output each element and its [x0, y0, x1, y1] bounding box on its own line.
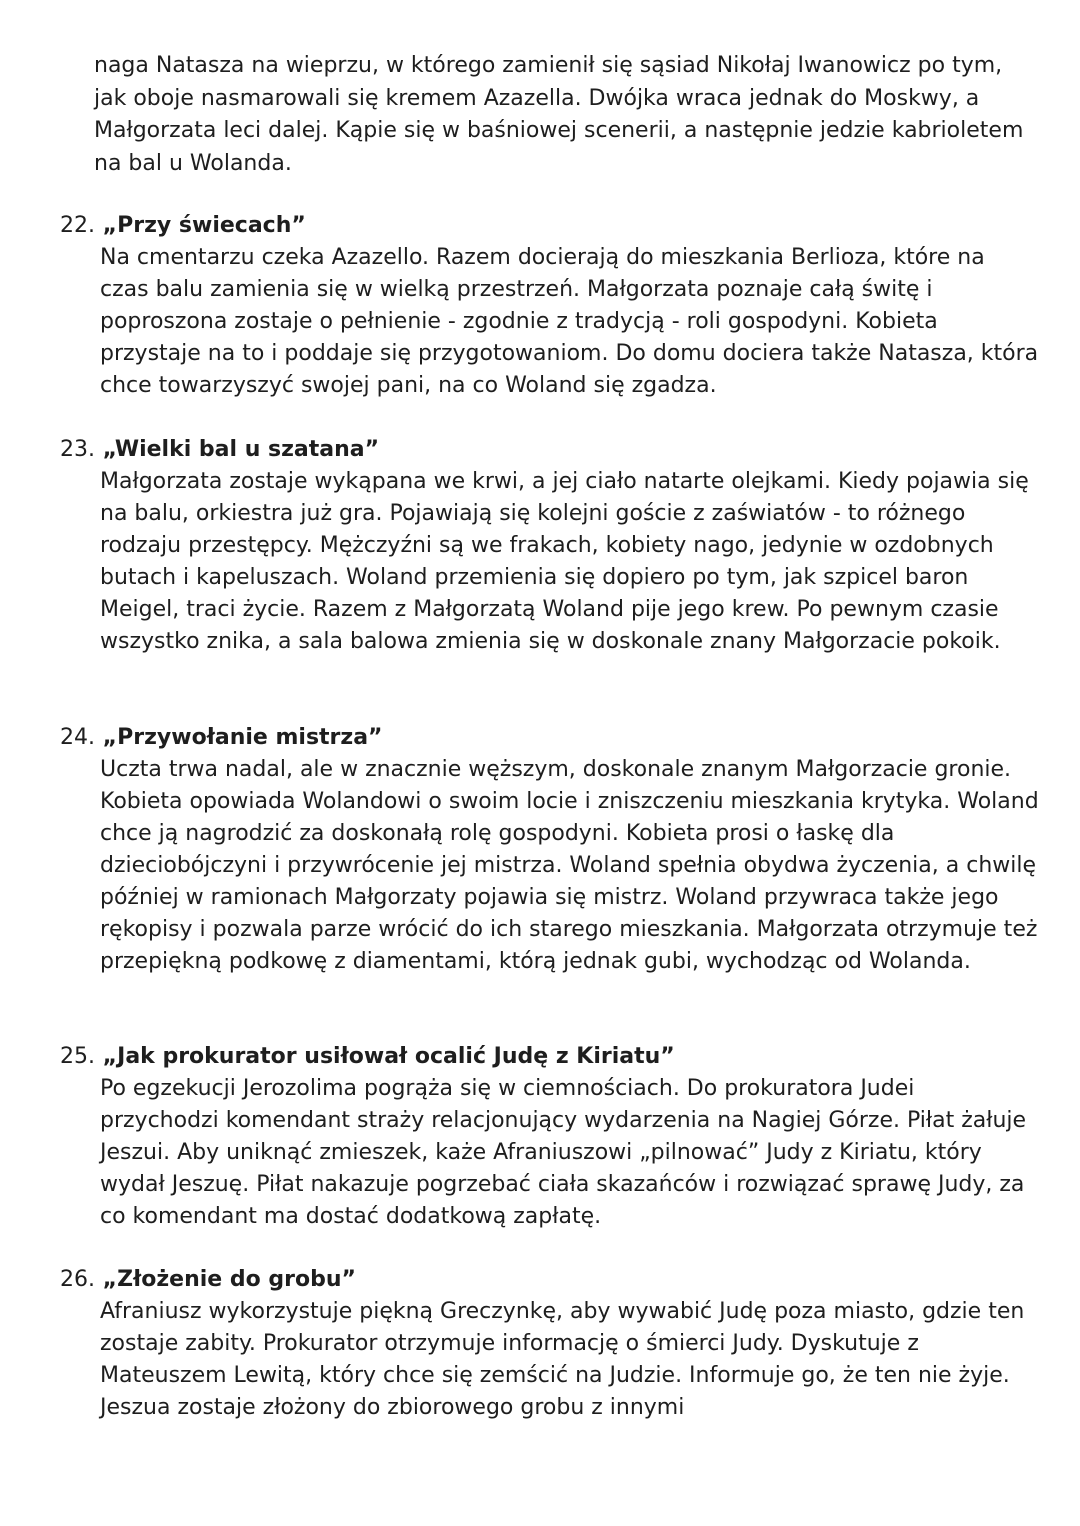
- chapter-number: 24.: [60, 725, 95, 750]
- chapter-26: [60, 1264, 1040, 1424]
- chapter-23: [60, 434, 1040, 658]
- chapter-text: Uczta trwa nadal, ale w znacznie węższym, doskonale znanym Małgorzacie gronie. Kobieta opowiada Wolandowi o swoim locie i zniszczeniu mieszkania krytyka. Woland chce ją nagrodzić za doskonałą rolę gospodyni. Kobieta prosi o łaskę dla dzieciobójczyni i przywrócenie jej mistrza. Woland spełnia obydwa życzenia, a chwilę później w ramionach Małgorzaty pojawia się mistrz. Woland przywraca także jego rękopisy i pozwala parze wrócić do ich starego mieszkania. Małgorzata otrzymuje też przepiękną podkowę z diamentami, którą jednak gubi, wychodząc od Wolanda.: [100, 757, 1039, 974]
- chapter-number: 25.: [60, 1044, 95, 1069]
- intro-paragraph: naga Natasza na wieprzu, w którego zamienił się sąsiad Nikołaj Iwanowicz po tym, jak oboje nasmarowali się kremem Azazella. Dwójka wraca jednak do Moskwy, a Małgorzata leci dalej. Kąpie się w baśniowej scenerii, a następnie jedzie kabrioletem na bal u Wolanda.: [94, 53, 1024, 176]
- chapter-title: „Złożenie do grobu”: [102, 1267, 356, 1292]
- chapter-heading: [60, 434, 1040, 466]
- chapter-24: [60, 722, 1040, 978]
- chapter-number: 23.: [60, 437, 95, 462]
- chapter-text: Małgorzata zostaje wykąpana we krwi, a jej ciało natarte olejkami. Kiedy pojawia się na balu, orkiestra już gra. Pojawiają się kolejni goście z zaświatów - to różnego rodzaju przestępcy. Mężczyźni są we frakach, kobiety nago, jedynie w ozdobnych butach i kapeluszach. Woland przemienia się dopiero po tym, jak szpicel baron Meigel, traci życie. Razem z Małgorzatą Woland pije jego krew. Po pewnym czasie wszystko znika, a sala balowa zmienia się w doskonale znany Małgorzacie pokoik.: [100, 469, 1029, 654]
- chapter-text: Po egzekucji Jerozolima pogrąża się w ciemnościach. Do prokuratora Judei przychodzi komendant straży relacjonujący wydarzenia na Nagiej Górze. Piłat żałuje Jeszui. Aby uniknąć zmieszek, każe Afraniuszowi „pilnować” Judy z Kiriatu, który wydał Jeszuę. Piłat nakazuje pogrzebać ciała skazańców i rozwiązać sprawę Judy, za co komendant ma dostać dodatkową zapłatę.: [100, 1076, 1027, 1229]
- chapter-title: „Przywołanie mistrza”: [102, 725, 383, 750]
- chapter-25: [60, 1041, 1040, 1233]
- chapter-number: 22.: [60, 213, 95, 238]
- chapter-title: „Jak prokurator usiłował ocalić Judę z Kiriatu”: [102, 1044, 675, 1069]
- chapter-22: [60, 210, 1040, 402]
- chapter-text: Afraniusz wykorzystuje piękną Greczynkę, aby wywabić Judę poza miasto, gdzie ten zostaje zabity. Prokurator otrzymuje informację o śmierci Judy. Dyskutuje z Mateuszem Lewitą, który chce się zemścić na Judzie. Informuje go, że ten nie żyje. Jeszua zostaje złożony do zbiorowego grobu z innymi: [100, 1299, 1025, 1420]
- chapter-title: „Wielki bal u szatana”: [102, 437, 380, 462]
- chapter-title: „Przy świecach”: [102, 213, 306, 238]
- chapter-heading: [60, 1264, 1040, 1296]
- chapter-heading: [60, 1041, 1040, 1073]
- chapter-heading: [60, 210, 1040, 242]
- chapter-text: Na cmentarzu czeka Azazello. Razem docierają do mieszkania Berlioza, które na czas balu zamienia się w wielką przestrzeń. Małgorzata poznaje całą świtę i poproszona zostaje o pełnienie - zgodnie z tradycją - roli gospodyni. Kobieta przystaje na to i poddaje się przygotowaniom. Do domu dociera także Natasza, która chce towarzyszyć swojej pani, na co Woland się zgadza.: [100, 245, 1039, 398]
- chapter-number: 26.: [60, 1267, 95, 1292]
- chapter-heading: [60, 722, 1040, 754]
